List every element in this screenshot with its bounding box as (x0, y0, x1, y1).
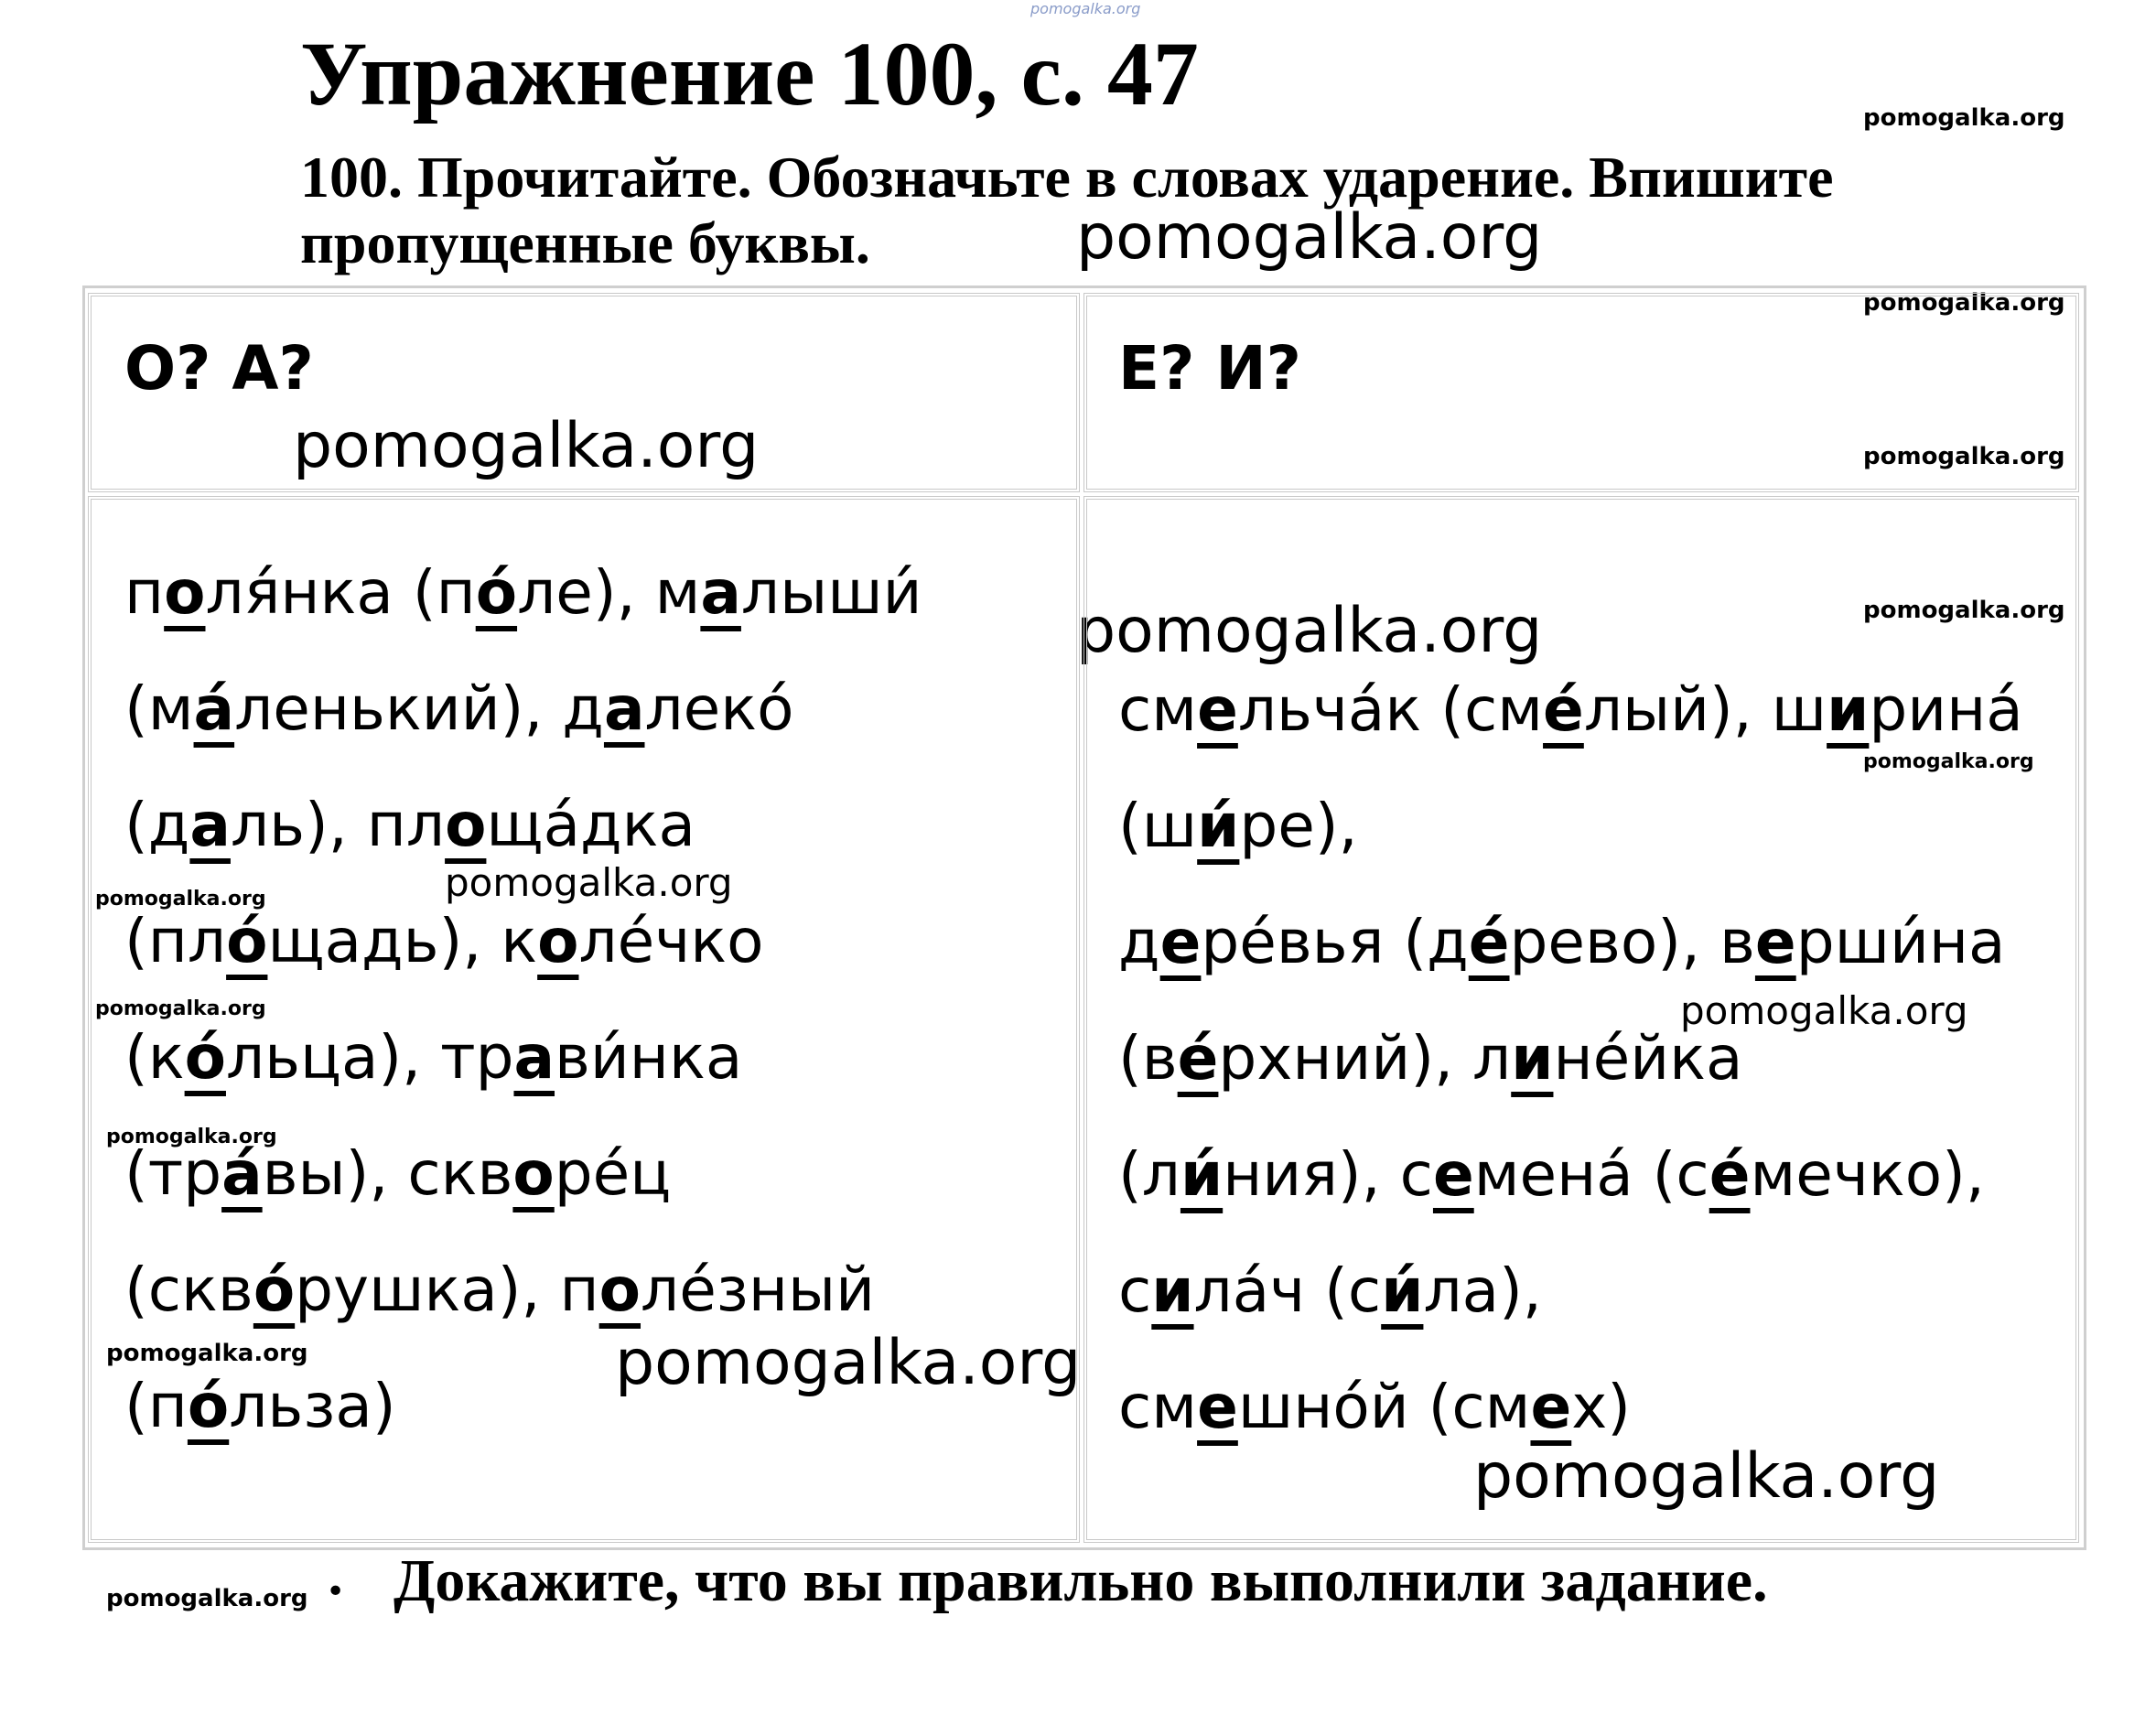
word-fragment: (в (1118, 1023, 1178, 1094)
watermark: pomogalka.org (293, 410, 760, 482)
inserted-letter: о (512, 1138, 555, 1209)
word-list-o-a-line (124, 999, 922, 1115)
word-fragment: вы), скв (262, 1138, 513, 1209)
inserted-letter: и (1151, 1255, 1194, 1326)
word-fragment: ленький), д (234, 674, 604, 744)
word-fragment: ви́нка (555, 1022, 743, 1093)
word-list-e-i-line (1118, 884, 2023, 1000)
word-fragment: (м (124, 674, 194, 744)
inserted-letter: е́ (1709, 1139, 1751, 1210)
word-list-o-a-line (124, 651, 922, 767)
inserted-letter: а (700, 557, 741, 628)
watermark: pomogalka.org (445, 860, 733, 905)
inserted-letter: о (445, 790, 487, 860)
inserted-letter: е́ (1177, 1023, 1219, 1094)
task-line-2: пропущенные буквы. (300, 210, 870, 275)
inserted-letter: о (537, 906, 579, 976)
word-fragment: лый), ш (1583, 674, 1827, 745)
watermark: pomogalka.org (1680, 988, 1968, 1033)
word-fragment: щадь), к (267, 906, 538, 976)
inserted-letter: е (1754, 907, 1796, 977)
inserted-letter: а (513, 1022, 555, 1093)
word-list-e-i-line (1118, 1349, 2023, 1465)
word-fragment: ле́зный (641, 1255, 876, 1325)
inserted-letter: о́ (184, 1022, 226, 1093)
inserted-letter: е (1197, 1372, 1238, 1442)
inserted-letter: е (1197, 674, 1238, 745)
word-fragment: (к (124, 1022, 185, 1093)
watermark: pomogalka.org (106, 1340, 308, 1367)
word-fragment: мена́ (с (1473, 1139, 1709, 1210)
watermark: pomogalka.org (1863, 597, 2065, 624)
word-fragment: рево), в (1509, 907, 1755, 977)
watermark: pomogalka.org (1863, 443, 2065, 470)
watermark: pomogalka.org (1076, 595, 1543, 667)
word-fragment: не́йка (1553, 1023, 1743, 1094)
watermark: pomogalka.org (615, 1327, 1082, 1399)
word-list-e-i (1118, 652, 2023, 1465)
word-fragment: ния), с (1223, 1139, 1433, 1210)
word-fragment: ле́чко (578, 906, 764, 976)
inserted-letter: о (598, 1255, 641, 1325)
inserted-letter: о (164, 557, 206, 628)
inserted-letter: и (1827, 674, 1870, 745)
word-list-o-a-line (124, 534, 922, 651)
word-list-e-i-line (1118, 768, 2023, 884)
watermark: pomogalka.org (1076, 201, 1543, 274)
word-fragment: льза) (229, 1371, 396, 1441)
word-fragment: (скв (124, 1255, 253, 1325)
inserted-letter: а́ (193, 674, 235, 744)
word-fragment: ла), (1423, 1255, 1542, 1326)
inserted-letter: и́ (1180, 1139, 1224, 1210)
task-instructions (300, 145, 2057, 275)
word-fragment: рши́на (1795, 907, 2006, 977)
inserted-letter: о́ (475, 557, 518, 628)
word-fragment: (тр (124, 1138, 222, 1209)
word-fragment: см (1118, 1372, 1198, 1442)
word-fragment: ла́ч (с (1193, 1255, 1382, 1326)
header-e-i: Е? И? (1118, 333, 1301, 404)
word-fragment: рушка), п (295, 1255, 599, 1325)
word-list-o-a-line (124, 767, 922, 883)
watermark: pomogalka.org (1863, 750, 2034, 773)
word-fragment: см (1118, 674, 1198, 745)
inserted-letter: о́ (187, 1371, 230, 1441)
word-fragment: (л (1118, 1139, 1180, 1210)
word-fragment: льца), тр (225, 1022, 514, 1093)
inserted-letter: а (189, 790, 231, 860)
watermark: pomogalka.org (1473, 1440, 1940, 1513)
word-fragment: ре́ц (554, 1138, 672, 1209)
inserted-letter: е́ (1543, 674, 1584, 745)
word-list-o-a-line (124, 1232, 922, 1348)
word-fragment: лыши́ (740, 557, 922, 628)
inserted-letter: а (603, 674, 645, 744)
word-fragment: (ш (1118, 791, 1198, 861)
inserted-letter: а́ (221, 1138, 263, 1209)
header-o-a: О? А? (124, 333, 314, 404)
word-list-e-i-line (1118, 1116, 2023, 1233)
inserted-letter: е (1159, 907, 1202, 977)
watermark: pomogalka.org (106, 1126, 277, 1148)
inserted-letter: о́ (226, 906, 268, 976)
inserted-letter: о́ (253, 1255, 296, 1325)
word-fragment: х) (1571, 1372, 1632, 1442)
watermark: pomogalka.org (1863, 289, 2065, 317)
word-fragment: с (1118, 1255, 1152, 1326)
word-fragment: (п (124, 1371, 188, 1441)
watermark: pomogalka.org (95, 888, 266, 911)
word-fragment: д (1118, 907, 1160, 977)
inserted-letter: и (1511, 1023, 1554, 1094)
inserted-letter: е (1530, 1372, 1572, 1442)
word-list-e-i-line (1118, 652, 2023, 768)
inserted-letter: е́ (1468, 907, 1510, 977)
word-fragment: ре́вья (д (1201, 907, 1469, 977)
prove-instruction: Докажите, что вы правильно выполнили задание. (393, 1547, 1768, 1614)
inserted-letter: и́ (1197, 791, 1240, 861)
watermark-top: pomogalka.org (1030, 0, 1141, 17)
word-fragment: леко́ (644, 674, 794, 744)
watermark: pomogalka.org (1863, 104, 2065, 132)
word-list-o-a-line (124, 1115, 922, 1232)
word-fragment: ре), (1239, 791, 1358, 861)
word-fragment: ль), пл (230, 790, 446, 860)
word-fragment: шно́й (см (1237, 1372, 1531, 1442)
word-fragment: мечко), (1750, 1139, 1985, 1210)
word-fragment: (д (124, 790, 190, 860)
word-fragment: ля́нка (п (205, 557, 476, 628)
watermark: pomogalka.org (106, 1585, 308, 1612)
watermark: pomogalka.org (95, 997, 266, 1020)
inserted-letter: и́ (1381, 1255, 1424, 1326)
word-fragment: рина́ (1869, 674, 2023, 745)
word-fragment: (пл (124, 906, 227, 976)
word-fragment: ле), м (517, 557, 701, 628)
word-list-o-a (124, 534, 922, 1464)
word-list-e-i-line (1118, 1233, 2023, 1349)
word-list-e-i-line (1118, 1000, 2023, 1116)
word-fragment: ща́дка (486, 790, 695, 860)
word-fragment: льча́к (см (1237, 674, 1544, 745)
word-fragment: п (124, 557, 165, 628)
inserted-letter: е (1432, 1139, 1474, 1210)
bullet-icon: • (326, 1573, 346, 1611)
word-fragment: рхний), л (1218, 1023, 1512, 1094)
task-line-1: 100. Прочитайте. Обозначьте в словах ударение. Впишите (300, 145, 1834, 210)
exercise-title: Упражнение 100, с. 47 (300, 23, 1199, 124)
word-list-o-a-line (124, 883, 922, 999)
word-list-o-a-line (124, 1348, 922, 1464)
